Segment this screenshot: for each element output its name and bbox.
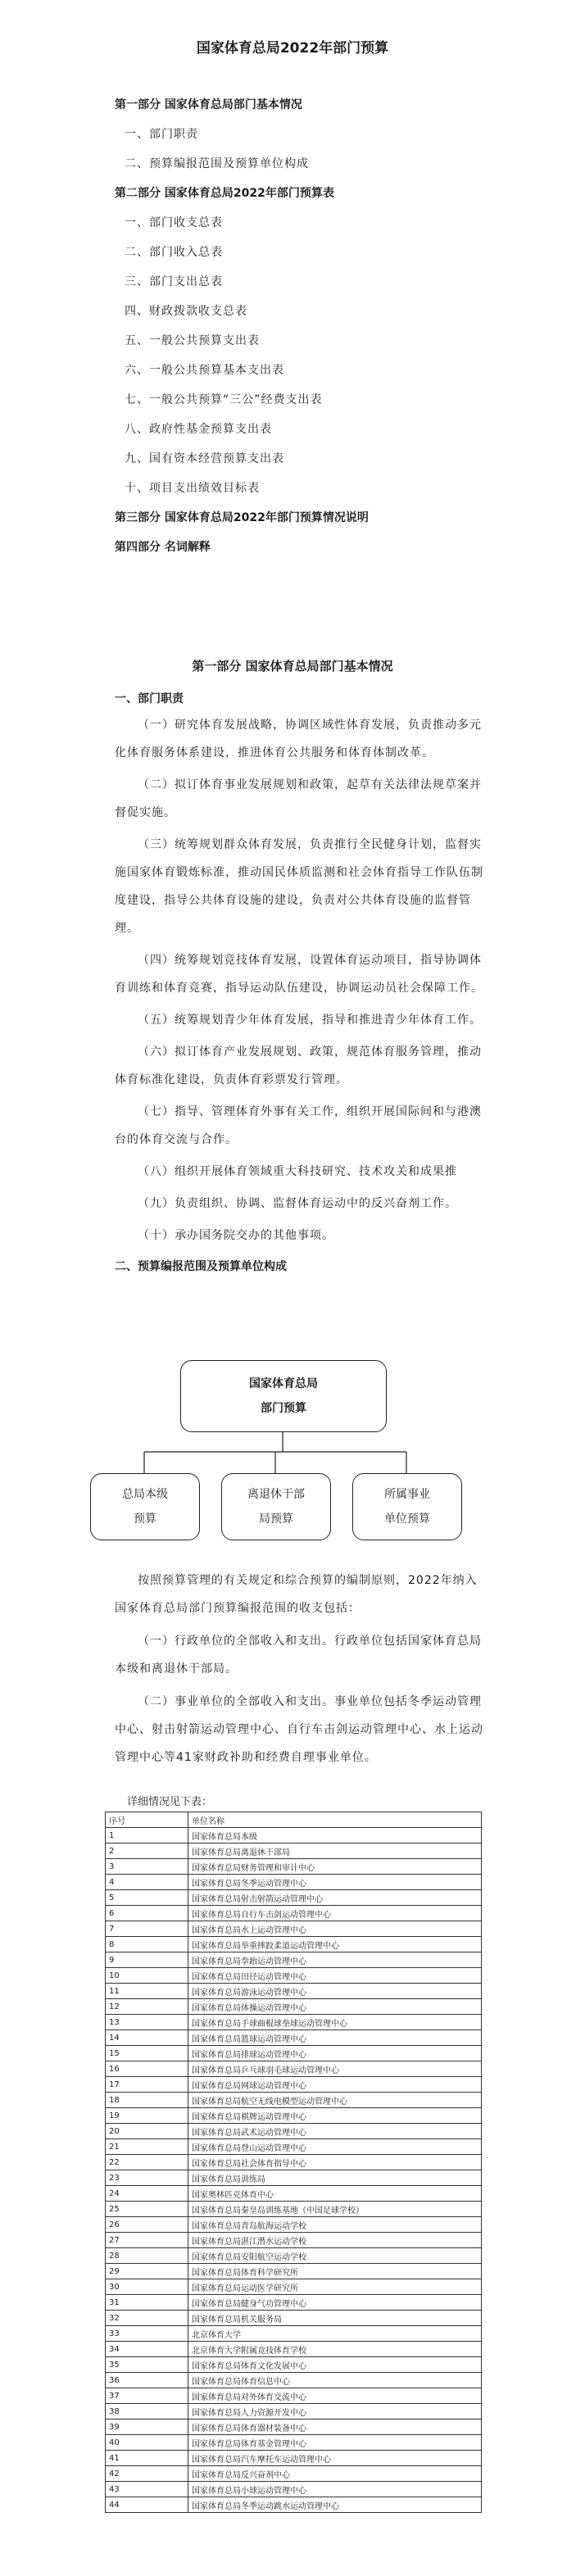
table-row	[106, 2466, 482, 2482]
table-row	[106, 2482, 482, 2497]
table-row	[106, 2155, 482, 2170]
row-index: 44	[106, 2497, 188, 2513]
toc-item: 二、预算编报范围及预算单位构成	[125, 157, 309, 170]
row-unit-name: 国家体育总局射击射箭运动管理中心	[188, 1890, 482, 1906]
row-unit-name: 国家体育总局乒乓球羽毛球运动管理中心	[188, 2061, 482, 2077]
row-index: 13	[106, 2015, 188, 2030]
org-box-department-line1: 国家体育总局	[249, 1377, 318, 1390]
scope-heading: 二、预算编报范围及预算单位构成	[115, 1260, 287, 1273]
row-unit-name: 国家体育总局武术运动管理中心	[188, 2124, 482, 2139]
table-row	[106, 2015, 482, 2030]
table-row	[106, 1999, 482, 2015]
row-unit-name: 国家体育总局体操运动管理中心	[188, 1999, 482, 2015]
row-unit-name: 国家体育总局体育信息中心	[188, 2373, 482, 2388]
table-row	[106, 2264, 482, 2279]
table-row	[106, 2497, 482, 2513]
table-row	[106, 2295, 482, 2311]
toc-item: 五、一般公共预算支出表	[125, 334, 260, 347]
scope-paragraphs	[115, 1567, 487, 1776]
toc-item: 四、财政拨款收支总表	[125, 305, 247, 318]
row-index: 41	[106, 2451, 188, 2466]
row-index: 10	[106, 1968, 188, 1984]
row-unit-name: 北京体育大学附属竞技体育学校	[188, 2342, 482, 2357]
table-row	[106, 1828, 482, 1844]
row-index: 18	[106, 2093, 188, 2108]
duty-paragraph: （九）负责组织、协调、监督体育运动中的反兴奋剂工作。	[138, 1197, 457, 1210]
row-unit-name: 国家体育总局汽车摩托车运动管理中心	[188, 2451, 482, 2466]
duty-paragraph: （八）组织开展体育领域重大科技研究、技术攻关和成果推	[138, 1165, 457, 1178]
row-unit-name: 国家体育总局湛江潜水运动学校	[188, 2233, 482, 2248]
org-box-retirees-line2: 局预算	[259, 1512, 293, 1526]
table-row	[106, 2404, 482, 2420]
duty-paragraph: （二）拟订体育事业发展规划和政策，起草有关法律法规草案并督促实施。	[115, 778, 482, 819]
toc-part: 第四部分 名词解释	[115, 541, 211, 554]
unit-table-wrapper	[105, 1812, 482, 2513]
row-index: 42	[106, 2466, 188, 2482]
row-unit-name: 国家奥林匹克体育中心	[188, 2186, 482, 2202]
scope-paragraph: 按照预算管理的有关规定和综合预算的编制原则，2022年纳入国家体育总局部门预算编报范围的收支包括：	[115, 1574, 478, 1615]
row-index: 24	[106, 2186, 188, 2202]
table-row	[106, 2233, 482, 2248]
row-unit-name: 国家体育总局训练局	[188, 2170, 482, 2186]
row-unit-name: 国家体育总局篮球运动管理中心	[188, 2030, 482, 2046]
row-unit-name: 国家体育总局青岛航海运动学校	[188, 2217, 482, 2233]
table-of-contents	[115, 90, 541, 562]
duty-paragraph: （四）统筹规划竞技体育发展，设置体育运动项目，指导协调体育训练和体育竞赛，指导运动队伍建设，协调运动员社会保障工作。	[115, 954, 483, 995]
row-index: 15	[106, 2046, 188, 2061]
row-unit-name: 国家体育总局冬季运动跳水运动管理中心	[188, 2497, 482, 2513]
table-row	[106, 1921, 482, 1937]
row-index: 1	[106, 1828, 188, 1844]
row-unit-name: 国家体育总局登山运动管理中心	[188, 2139, 482, 2155]
list-label: 详细情况见下表：	[127, 1796, 213, 1808]
row-unit-name: 国家体育总局手球曲棍球垒球运动管理中心	[188, 2015, 482, 2030]
table-row	[106, 2108, 482, 2124]
table-row	[106, 2435, 482, 2451]
org-box-department-line2: 部门预算	[261, 1402, 306, 1415]
row-unit-name: 国家体育总局举重摔跤柔道运动管理中心	[188, 1937, 482, 1952]
row-unit-name: 国家体育总局航空无线电模型运动管理中心	[188, 2093, 482, 2108]
row-unit-name: 国家体育总局本级	[188, 1828, 482, 1844]
duty-heading: 一、部门职责	[115, 692, 184, 705]
row-unit-name: 国家体育总局离退休干部局	[188, 1844, 482, 1859]
row-index: 11	[106, 1984, 188, 1999]
org-box-retirees-line1: 离退休干部	[247, 1488, 305, 1501]
row-index: 39	[106, 2420, 188, 2435]
row-index: 12	[106, 1999, 188, 2015]
table-row	[106, 2248, 482, 2264]
row-index: 14	[106, 2030, 188, 2046]
duty-paragraph: （一）研究体育发展战略，协调区域性体育发展，负责推动多元化体育服务体系建设，推进体育公共服务和体育体制改革。	[115, 719, 482, 760]
row-unit-name: 国家体育总局棋牌运动管理中心	[188, 2108, 482, 2124]
row-index: 19	[106, 2108, 188, 2124]
row-unit-name: 国家体育总局体育器材装备中心	[188, 2420, 482, 2435]
duty-paragraph: （六）拟订体育产业发展规划、政策，规范体育服务管理，推动体育标准化建设，负责体育彩票发行管理。	[115, 1045, 482, 1086]
org-box-institutions	[352, 1473, 462, 1540]
table-row	[106, 2046, 482, 2061]
toc-item: 九、国有资本经营预算支出表	[125, 452, 284, 465]
row-unit-name: 国家体育总局排球运动管理中心	[188, 2046, 482, 2061]
row-index: 37	[106, 2388, 188, 2404]
table-row	[106, 2093, 482, 2108]
row-unit-name: 国家体育总局水上运动管理中心	[188, 1921, 482, 1937]
toc-item: 二、部门收入总表	[125, 246, 223, 259]
table-row	[106, 2326, 482, 2342]
table-row	[106, 2357, 482, 2373]
table-row	[106, 2388, 482, 2404]
row-index: 35	[106, 2357, 188, 2373]
row-index: 29	[106, 2264, 188, 2279]
row-unit-name: 国家体育总局游泳运动管理中心	[188, 1984, 482, 1999]
toc-item: 七、一般公共预算“三公”经费支出表	[125, 393, 323, 406]
table-row	[106, 1906, 482, 1921]
row-unit-name: 国家体育总局自行车击剑运动管理中心	[188, 1906, 482, 1921]
header-unit-name: 单位名称	[188, 1812, 482, 1828]
row-index: 23	[106, 2170, 188, 2186]
toc-item: 八、政府性基金预算支出表	[125, 423, 272, 436]
row-index: 34	[106, 2342, 188, 2357]
document-title: 国家体育总局2022年部门预算	[196, 40, 389, 57]
table-row	[106, 2311, 482, 2326]
org-box-department	[180, 1360, 387, 1432]
org-box-institutions-line2: 单位预算	[384, 1512, 430, 1526]
row-unit-name: 国家体育总局机关服务局	[188, 2311, 482, 2326]
org-box-headquarters-line1: 总局本级	[122, 1488, 168, 1501]
table-row	[106, 2170, 482, 2186]
table-row	[106, 1844, 482, 1859]
table-row	[106, 2451, 482, 2466]
table-row	[106, 1859, 482, 1875]
row-index: 27	[106, 2233, 188, 2248]
scope-paragraph: （二）事业单位的全部收入和支出。事业单位包括冬季运动管理中心、射击射箭运动管理中心、自行车击剑运动管理中心、水上运动管理中心等41家财政补助和经费自理事业单位。	[115, 1695, 483, 1764]
toc-part: 第三部分 国家体育总局2022年部门预算情况说明	[115, 511, 369, 524]
row-index: 30	[106, 2279, 188, 2295]
header-index: 序号	[106, 1812, 188, 1828]
table-row	[106, 2186, 482, 2202]
row-index: 36	[106, 2373, 188, 2388]
row-index: 20	[106, 2124, 188, 2139]
row-unit-name: 国家体育总局拳跆运动管理中心	[188, 1952, 482, 1968]
row-index: 25	[106, 2202, 188, 2217]
row-unit-name: 国家体育总局田径运动管理中心	[188, 1968, 482, 1984]
row-index: 5	[106, 1890, 188, 1906]
row-index: 6	[106, 1906, 188, 1921]
table-row	[106, 1937, 482, 1952]
scope-paragraph: （一）行政单位的全部收入和支出。行政单位包括国家体育总局本级和离退休干部局。	[115, 1635, 482, 1676]
org-box-institutions-line1: 所属事业	[384, 1488, 430, 1501]
table-header-row	[106, 1812, 482, 1828]
table-row	[106, 2279, 482, 2295]
row-index: 7	[106, 1921, 188, 1937]
row-unit-name: 国家体育总局小球运动管理中心	[188, 2482, 482, 2497]
toc-item: 一、部门职责	[125, 128, 198, 141]
row-index: 31	[106, 2295, 188, 2311]
table-row	[106, 1984, 482, 1999]
toc-part: 第二部分 国家体育总局2022年部门预算表	[115, 187, 334, 200]
duty-paragraph: （三）统筹规划群众体育发展，负责推行全民健身计划，监督实施国家体育锻炼标准，推动国民体质监测和社会体育指导工作队伍制度建设，指导公共体育设施的建设，负责对公共体育设施的监督管理。	[115, 838, 483, 935]
duties-list	[115, 711, 487, 1249]
section-title: 第一部分 国家体育总局部门基本情况	[192, 659, 393, 673]
org-box-headquarters-line2: 预算	[134, 1512, 156, 1526]
row-index: 21	[106, 2139, 188, 2155]
row-index: 32	[106, 2311, 188, 2326]
table-row	[106, 1968, 482, 1984]
toc-part: 第一部分 国家体育总局部门基本情况	[115, 98, 302, 111]
row-index: 17	[106, 2077, 188, 2093]
table-row	[106, 1890, 482, 1906]
row-unit-name: 国家体育总局人力资源开发中心	[188, 2404, 482, 2420]
row-index: 26	[106, 2217, 188, 2233]
row-unit-name: 国家体育总局反兴奋剂中心	[188, 2466, 482, 2482]
table-row	[106, 1875, 482, 1890]
table-row	[106, 2030, 482, 2046]
table-row	[106, 2420, 482, 2435]
table-row	[106, 2077, 482, 2093]
org-chart	[82, 1360, 492, 1540]
table-row	[106, 2342, 482, 2357]
row-unit-name: 国家体育总局网球运动管理中心	[188, 2077, 482, 2093]
table-row	[106, 2373, 482, 2388]
table-row	[106, 2202, 482, 2217]
toc-item: 三、部门支出总表	[125, 275, 223, 288]
table-row	[106, 2217, 482, 2233]
row-index: 28	[106, 2248, 188, 2264]
row-unit-name: 国家体育总局运动医学研究所	[188, 2279, 482, 2295]
row-index: 22	[106, 2155, 188, 2170]
row-unit-name: 国家体育总局体育文化发展中心	[188, 2357, 482, 2373]
row-unit-name: 国家体育总局体育科学研究所	[188, 2264, 482, 2279]
row-unit-name: 国家体育总局对外体育交流中心	[188, 2388, 482, 2404]
row-index: 16	[106, 2061, 188, 2077]
row-index: 9	[106, 1952, 188, 1968]
duty-paragraph: （七）指导、管理体育外事有关工作，组织开展国际间和与港澳台的体育交流与合作。	[115, 1105, 482, 1146]
row-unit-name: 国家体育总局体育基金管理中心	[188, 2435, 482, 2451]
row-unit-name: 国家体育总局安阳航空运动学校	[188, 2248, 482, 2264]
table-row	[106, 2061, 482, 2077]
table-row	[106, 2124, 482, 2139]
duty-paragraph: （十）承办国务院交办的其他事项。	[138, 1229, 334, 1242]
row-unit-name: 国家体育总局财务管理和审计中心	[188, 1859, 482, 1875]
table-row	[106, 2139, 482, 2155]
row-unit-name: 国家体育总局社会体育指导中心	[188, 2155, 482, 2170]
row-index: 8	[106, 1937, 188, 1952]
toc-item: 十、项目支出绩效目标表	[125, 482, 260, 495]
org-box-retirees	[221, 1473, 331, 1540]
row-index: 40	[106, 2435, 188, 2451]
duties-section	[115, 687, 487, 1279]
row-index: 4	[106, 1875, 188, 1890]
unit-table	[105, 1812, 482, 2513]
row-index: 33	[106, 2326, 188, 2342]
org-box-headquarters	[90, 1473, 200, 1540]
row-index: 3	[106, 1859, 188, 1875]
row-index: 38	[106, 2404, 188, 2420]
row-index: 43	[106, 2482, 188, 2497]
row-index: 2	[106, 1844, 188, 1859]
toc-item: 一、部门收支总表	[125, 216, 223, 229]
row-unit-name: 北京体育大学	[188, 2326, 482, 2342]
row-unit-name: 国家体育总局冬季运动管理中心	[188, 1875, 482, 1890]
toc-item: 六、一般公共预算基本支出表	[125, 364, 284, 377]
row-unit-name: 国家体育总局秦皇岛训练基地（中国足球学校）	[188, 2202, 482, 2217]
unit-table-body	[106, 1828, 482, 2513]
table-row	[106, 1952, 482, 1968]
row-unit-name: 国家体育总局健身气功管理中心	[188, 2295, 482, 2311]
duty-paragraph: （五）统筹规划青少年体育发展，指导和推进青少年体育工作。	[138, 1014, 482, 1027]
